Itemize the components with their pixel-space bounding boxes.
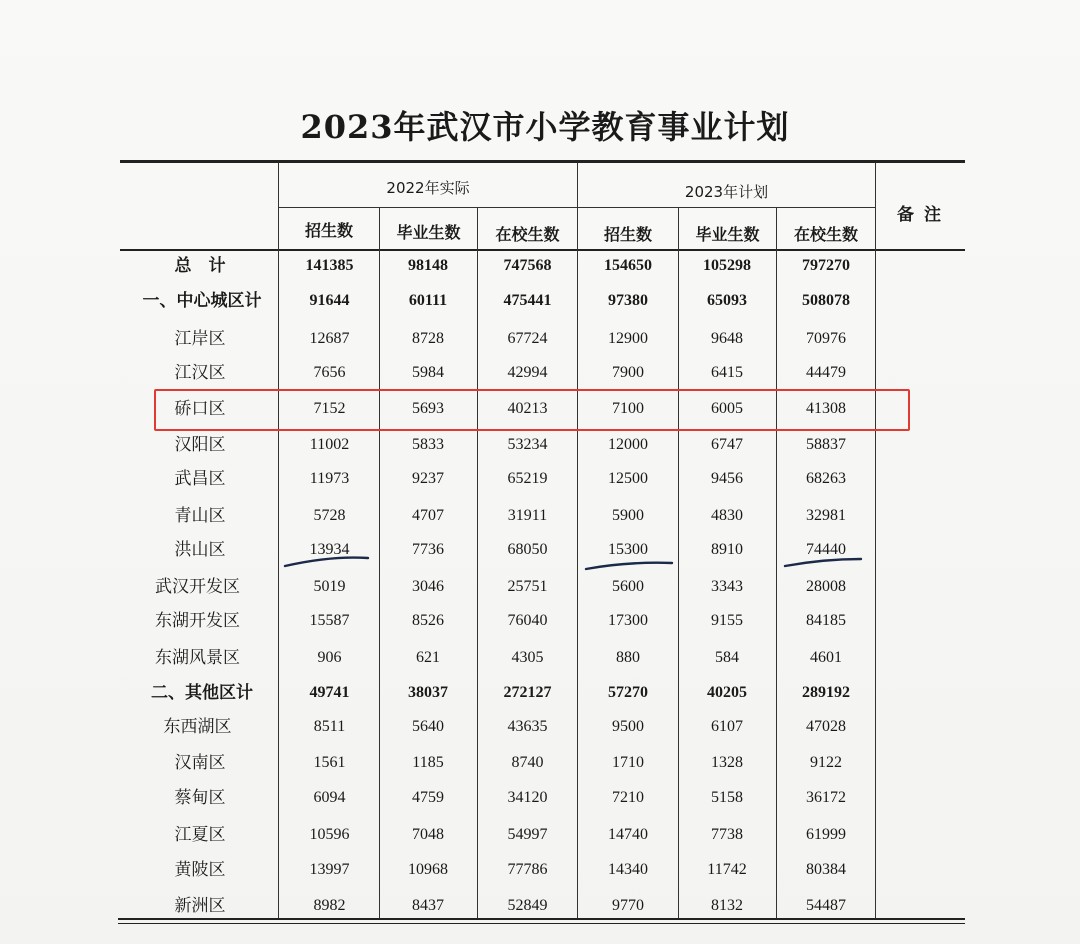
table-cell: 3343 xyxy=(711,578,743,595)
table-cell: 97380 xyxy=(608,292,648,309)
table-cell: 747568 xyxy=(503,257,552,274)
row-label: 青山区 xyxy=(174,506,226,526)
table-cell: 41308 xyxy=(806,400,846,417)
table-cell: 13934 xyxy=(309,541,350,558)
table-cell: 68050 xyxy=(507,541,548,558)
table-row xyxy=(0,781,965,815)
table-cell: 11973 xyxy=(309,470,350,487)
table-cell: 9500 xyxy=(612,718,644,735)
table-cell: 57270 xyxy=(608,684,648,701)
table-cell: 10968 xyxy=(408,861,448,878)
table-cell: 4707 xyxy=(412,507,444,524)
table-cell: 15587 xyxy=(309,612,350,629)
table-cell: 621 xyxy=(416,649,440,666)
header-col-enroll-2023: 招生数 xyxy=(603,225,652,244)
row-label: 新洲区 xyxy=(174,896,226,916)
table-row xyxy=(0,570,965,604)
table-cell: 880 xyxy=(616,649,640,666)
row-label: 汉阳区 xyxy=(174,435,226,455)
highlight-box xyxy=(154,389,910,431)
table-row xyxy=(0,604,965,638)
table-cell: 14340 xyxy=(608,861,648,878)
table-row xyxy=(0,284,965,318)
table-cell: 84185 xyxy=(806,612,846,629)
table-bottom-rule-2 xyxy=(118,923,965,924)
table-cell: 34120 xyxy=(507,789,548,806)
header-col-students-2023: 在校生数 xyxy=(793,225,858,244)
table-cell: 4305 xyxy=(511,649,544,666)
table-cell: 9122 xyxy=(810,754,842,771)
table-cell: 12687 xyxy=(309,330,350,347)
table-cell: 8982 xyxy=(313,897,346,914)
table-cell: 141385 xyxy=(305,257,354,274)
table-cell: 797270 xyxy=(802,257,850,274)
table-cell: 7738 xyxy=(711,826,743,843)
table-cell: 4601 xyxy=(810,649,842,666)
table-cell: 105298 xyxy=(703,257,751,274)
table-cell: 5833 xyxy=(412,436,444,453)
table-cell: 5019 xyxy=(313,578,346,595)
table-cell: 8740 xyxy=(511,754,544,771)
table-cell: 76040 xyxy=(507,612,548,629)
table-cell: 10596 xyxy=(309,826,350,843)
table-cell: 906 xyxy=(317,649,342,666)
table-cell: 9648 xyxy=(711,330,743,347)
row-label: 一、中心城区计 xyxy=(142,291,262,311)
table-cell: 8910 xyxy=(711,541,743,558)
table-row xyxy=(0,499,965,533)
table-cell: 5728 xyxy=(313,507,346,524)
table-cell: 8437 xyxy=(412,897,444,914)
row-label: 东湖开发区 xyxy=(155,611,240,631)
table-cell: 1328 xyxy=(711,754,743,771)
header-remark: 备注 xyxy=(897,205,951,225)
table-cell: 38037 xyxy=(408,684,448,701)
table-cell: 7048 xyxy=(412,826,444,843)
table-cell: 68263 xyxy=(806,470,846,487)
table-row xyxy=(0,710,965,744)
table-cell: 8526 xyxy=(412,612,444,629)
table-cell: 54997 xyxy=(507,826,548,843)
table-cell: 31911 xyxy=(507,507,548,524)
row-label: 总 计 xyxy=(174,256,226,276)
table-cell: 475441 xyxy=(503,292,552,309)
table-cell: 9155 xyxy=(711,612,743,629)
ink-underline-3 xyxy=(782,553,864,571)
row-label: 汉南区 xyxy=(174,753,226,773)
table-cell: 9456 xyxy=(711,470,743,487)
table-cell: 98148 xyxy=(408,257,448,274)
table-cell: 53234 xyxy=(507,436,548,453)
table-cell: 12900 xyxy=(608,330,648,347)
table-cell: 32981 xyxy=(806,507,846,524)
table-cell: 47028 xyxy=(806,718,846,735)
row-label: 东湖风景区 xyxy=(155,648,240,668)
table-cell: 12000 xyxy=(608,436,648,453)
table-cell: 5600 xyxy=(612,578,644,595)
table-cell: 6107 xyxy=(711,718,743,735)
table-cell: 65093 xyxy=(707,292,747,309)
table-cell: 70976 xyxy=(806,330,846,347)
table-cell: 42994 xyxy=(507,364,548,381)
table-cell: 8511 xyxy=(313,718,346,735)
table-cell: 28008 xyxy=(806,578,846,595)
table-cell: 1710 xyxy=(612,754,644,771)
header-col-grad-2023: 毕业生数 xyxy=(695,225,760,244)
table-cell: 11742 xyxy=(707,861,747,878)
row-label: 江岸区 xyxy=(174,329,226,349)
table-cell: 6415 xyxy=(711,364,743,381)
table-row xyxy=(0,889,965,923)
table-cell: 5984 xyxy=(412,364,444,381)
table-row xyxy=(0,676,965,710)
table-cell: 58837 xyxy=(806,436,846,453)
table-cell: 67724 xyxy=(507,330,548,347)
table-cell: 7736 xyxy=(412,541,444,558)
table-cell: 49741 xyxy=(309,684,350,701)
row-label: 黄陂区 xyxy=(174,860,226,880)
table-cell: 272127 xyxy=(503,684,552,701)
table-row xyxy=(0,641,965,675)
table-cell: 80384 xyxy=(806,861,846,878)
table-cell: 40205 xyxy=(707,684,747,701)
table-cell: 5693 xyxy=(412,400,444,417)
table-cell: 43635 xyxy=(507,718,548,735)
table-row xyxy=(0,356,965,390)
table-cell: 5640 xyxy=(412,718,444,735)
table-cell: 14740 xyxy=(608,826,648,843)
table-top-rule xyxy=(120,160,965,163)
header-col-students-2022: 在校生数 xyxy=(495,225,560,244)
row-label: 武昌区 xyxy=(174,469,226,489)
table-cell: 7152 xyxy=(313,400,346,417)
row-label: 蔡甸区 xyxy=(174,788,226,808)
table-cell: 7900 xyxy=(612,364,644,381)
table-cell: 6094 xyxy=(313,789,346,806)
page-title: 2023年武汉市小学教育事业计划 xyxy=(300,108,790,146)
table-cell: 4759 xyxy=(412,789,444,806)
row-label: 武汉开发区 xyxy=(155,577,240,597)
table-cell: 289192 xyxy=(802,684,850,701)
table-cell: 5158 xyxy=(711,789,743,806)
table-cell: 52849 xyxy=(507,897,548,914)
row-label: 江汉区 xyxy=(174,363,226,383)
table-cell: 91644 xyxy=(309,292,350,309)
row-label: 洪山区 xyxy=(174,540,226,560)
table-row xyxy=(0,462,965,496)
header-group-2022: 2022年实际 xyxy=(386,179,470,197)
row-label: 江夏区 xyxy=(174,825,226,845)
table-row xyxy=(0,249,965,283)
table-cell: 17300 xyxy=(608,612,648,629)
table-row xyxy=(0,746,965,780)
ink-underline-1 xyxy=(282,552,372,572)
table-cell: 60111 xyxy=(408,292,448,309)
table-cell: 74440 xyxy=(806,541,846,558)
table-cell: 61999 xyxy=(806,826,846,843)
table-cell: 54487 xyxy=(806,897,846,914)
table-cell: 1561 xyxy=(313,754,346,771)
table-cell: 508078 xyxy=(802,292,850,309)
table-cell: 4830 xyxy=(711,507,743,524)
table-cell: 1185 xyxy=(412,754,444,771)
table-row xyxy=(0,428,965,462)
table-cell: 3046 xyxy=(412,578,444,595)
table-cell: 5900 xyxy=(612,507,644,524)
table-cell: 154650 xyxy=(604,257,652,274)
table-cell: 8728 xyxy=(412,330,444,347)
row-label: 二、其他区计 xyxy=(151,683,253,703)
table-cell: 65219 xyxy=(507,470,548,487)
table-cell: 40213 xyxy=(507,400,548,417)
table-row xyxy=(0,322,965,356)
table-cell: 6747 xyxy=(711,436,743,453)
ink-underline-2 xyxy=(583,557,675,573)
table-cell: 77786 xyxy=(507,861,548,878)
table-cell: 6005 xyxy=(711,400,743,417)
table-cell: 12500 xyxy=(608,470,648,487)
table-cell: 9770 xyxy=(612,897,644,914)
table-cell: 15300 xyxy=(608,541,648,558)
table-cell: 7656 xyxy=(313,364,346,381)
table-cell: 25751 xyxy=(507,578,548,595)
row-label: 东西湖区 xyxy=(163,717,232,737)
table-cell: 7100 xyxy=(612,400,644,417)
header-group-2023: 2023年计划 xyxy=(684,183,769,201)
table-cell: 9237 xyxy=(412,470,444,487)
table-cell: 7210 xyxy=(612,789,644,806)
table-cell: 11002 xyxy=(309,436,350,453)
header-col-enroll-2022: 招生数 xyxy=(304,221,353,240)
table-cell: 36172 xyxy=(806,789,846,806)
row-label: 硚口区 xyxy=(174,399,226,419)
table-cell: 8132 xyxy=(711,897,743,914)
table-cell: 44479 xyxy=(806,364,846,381)
table-cell: 584 xyxy=(715,649,739,666)
table-row xyxy=(0,853,965,887)
table-cell: 13997 xyxy=(309,861,350,878)
table-row xyxy=(0,818,965,852)
header-col-grad-2022: 毕业生数 xyxy=(396,223,461,242)
